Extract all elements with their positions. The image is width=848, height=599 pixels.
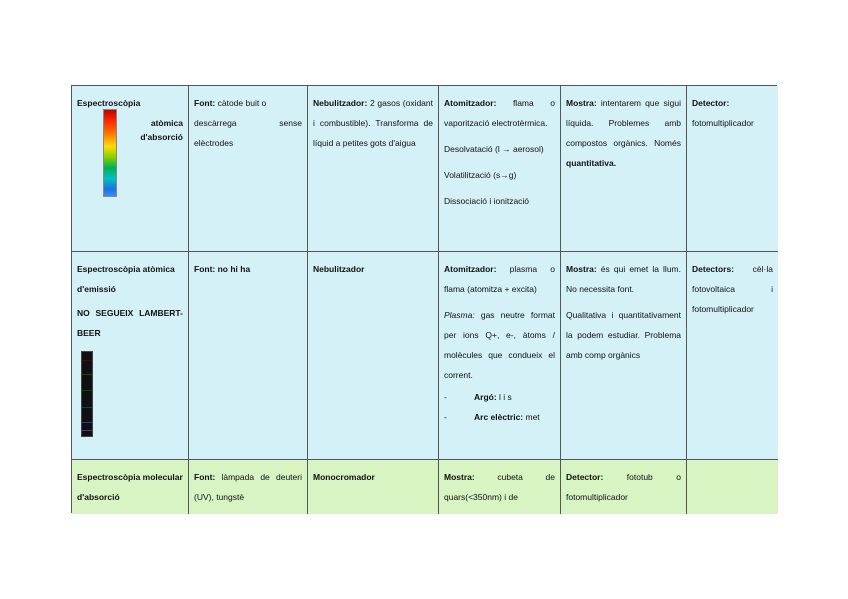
r3-sample-cell (439, 460, 561, 514)
r3-source-label: Font: (194, 472, 216, 482)
r1-sample-label: Mostra: (566, 98, 597, 108)
r2-note: NO SEGUEIX LAMBERT-BEER (77, 308, 183, 338)
r3-title: Espectroscòpia molecular d'absorció (77, 472, 183, 502)
r1-sample-cell (561, 86, 687, 252)
r1-title-line2: atòmica (150, 118, 183, 128)
r2-technique-cell (72, 252, 189, 460)
r1-atomizer-volatilization: Volatilització (s→g) (444, 170, 517, 180)
list-item-bold: Argó: (474, 392, 497, 402)
r1-source-label: Font: (194, 98, 216, 108)
spectroscopy-table (71, 85, 777, 513)
r1-atomizer-cell (439, 86, 561, 252)
r3-sample-label: Mostra: (444, 472, 475, 482)
r2-atomizer-list (444, 387, 555, 427)
r1-title-line3: d'absorció (140, 132, 183, 142)
r2-detector-text: cèl·la fotovoltaica i fotomultiplicador (692, 264, 773, 314)
r1-atomizer-desolvation: Desolvatació (l → aerosol) (444, 144, 544, 154)
r1-technique-cell (72, 86, 189, 252)
r2-sample-text2: Qualitativa i quantitativament la podem estudiar. Problema amb comp orgànics (566, 310, 681, 360)
r3-source-cell (189, 460, 308, 514)
emission-spectrum-image (81, 351, 93, 437)
r1-detector-text: fotomultiplicador (692, 118, 754, 128)
r3-empty-cell (687, 460, 778, 514)
r3-detector-label: Detector: (566, 472, 604, 482)
list-item (458, 387, 555, 407)
r3-detector-text: fototub o fotomultiplicador (566, 472, 681, 502)
r1-sample-bold: quantitativa. (566, 158, 617, 168)
r1-source-cell (189, 86, 308, 252)
r1-sample-text: intentarem que sigui líquida. Problemes amb compostos orgànics. Només (566, 98, 681, 148)
r2-detector-label: Detectors: (692, 264, 735, 274)
list-item-text: met (523, 412, 540, 422)
r1-nebulizer-label: Nebulitzador: (313, 98, 368, 108)
absorption-spectrum-image (103, 109, 117, 197)
r2-title: Espectroscòpia atòmica d'emissió (77, 264, 175, 294)
r1-nebulizer-text: 2 gasos (oxidant i combustible). Transforma de líquid a petites gots d'aigua (313, 98, 433, 148)
r1-source-text3: elèctrodes (194, 138, 234, 148)
r1-atomizer-label: Atomitzador: (444, 98, 497, 108)
r2-sample-text1: és qui emet la llum. No necessita font. (566, 264, 681, 294)
r2-source-label: Font: no hi ha (194, 264, 251, 274)
r3-technique-cell (72, 460, 189, 514)
r2-plasma-text: gas neutre format per ions Q+, e-, àtoms / molècules que condueix el corrent. (444, 310, 555, 380)
r1-title-line1: Espectroscòpia (77, 98, 141, 108)
r1-atomizer-text1: flama o vaporització electrotèrmica. (444, 98, 555, 128)
r2-sample-cell (561, 252, 687, 460)
r1-nebulizer-cell (308, 86, 439, 252)
list-item-text: l i s (496, 392, 512, 402)
r3-sample-text: cubeta de quars(<350nm) i de (444, 472, 555, 502)
r2-source-cell (189, 252, 308, 460)
r2-sample-label: Mostra: (566, 264, 597, 274)
r3-monochromator-label: Monocromador (313, 472, 375, 482)
r2-nebulizer-label: Nebulitzador (313, 264, 365, 274)
r1-source-text2: descàrrega sense (194, 118, 302, 128)
list-item (458, 407, 555, 427)
r1-atomizer-dissociation: Dissociació i ionització (444, 196, 530, 206)
r2-atomizer-cell (439, 252, 561, 460)
list-item-bold: Arc elèctric: (474, 412, 524, 422)
r1-source-text1: càtode buit o (215, 98, 267, 108)
r2-detector-cell (687, 252, 778, 460)
r3-monochromator-cell (308, 460, 439, 514)
r1-detector-cell (687, 86, 778, 252)
r3-source-text: làmpada de deuteri (UV), tungstè (194, 472, 302, 502)
r2-nebulizer-cell (308, 252, 439, 460)
r1-detector-label: Detector: (692, 98, 730, 108)
r2-plasma-label: Plasma: (444, 310, 475, 320)
r3-detector-cell (561, 460, 687, 514)
r2-atomizer-label: Atomitzador: (444, 264, 497, 274)
r2-atomizer-text1: plasma o flama (atomitza + excita) (444, 264, 555, 294)
